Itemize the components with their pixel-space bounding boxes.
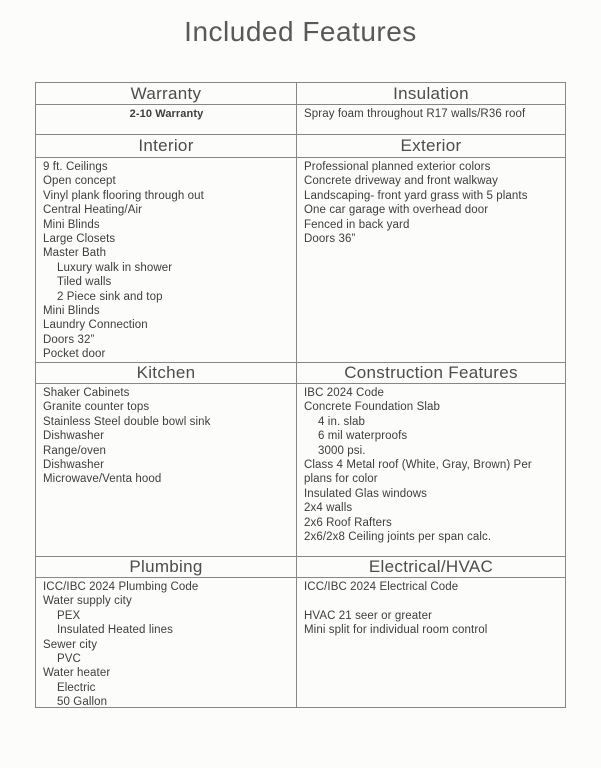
feature-item: Tiled walls (57, 276, 112, 289)
feature-item: Dishwasher (43, 430, 105, 443)
feature-item: Insulated Glas windows (304, 487, 428, 500)
header-row-plumbing-electrical (36, 556, 565, 578)
header-row-warranty-insulation (36, 82, 565, 105)
electrical-hvac-section-content (297, 578, 565, 707)
feature-item: Granite counter tops (43, 401, 150, 414)
feature-item: Water heater (43, 667, 111, 680)
feature-item: Mini split for individual room control (304, 624, 488, 637)
feature-item: 2-10 Warranty (129, 108, 204, 120)
feature-item: Mini Blinds (43, 305, 100, 318)
construction-features-section-header: Construction Features (344, 363, 518, 382)
construction-features-section-content (297, 384, 565, 556)
content-row-kitchen-construction (36, 384, 565, 556)
feature-item: 2 Piece sink and top (57, 290, 163, 303)
feature-item: Open concept (43, 175, 116, 188)
feature-item: Laundry Connection (43, 319, 148, 332)
feature-item: Concrete Foundation Slab (304, 401, 441, 414)
warranty-section-content (36, 105, 297, 134)
feature-item: Pocket door (43, 348, 106, 361)
feature-item: One car garage with overhead door (304, 204, 489, 217)
plumbing-section-content (36, 578, 297, 707)
feature-item: Landscaping- front yard grass with 5 plants (304, 189, 528, 202)
plumbing-section-header: Plumbing (36, 557, 297, 577)
content-row-warranty-insulation (36, 105, 565, 134)
feature-item: Water supply city (43, 595, 132, 608)
feature-item: Vinyl plank flooring through out (43, 189, 204, 202)
feature-item: Electric (57, 681, 96, 694)
feature-item: Stainless Steel double bowl sink (43, 415, 211, 428)
content-row-interior-exterior (36, 158, 565, 362)
feature-item: 3000 psi. (318, 444, 366, 457)
insulation-section-header: Insulation (393, 84, 469, 103)
feature-item: 2x6/2x8 Ceiling joints per span calc. (304, 531, 492, 544)
feature-item: Central Heating/Air (43, 204, 143, 217)
warranty-section-header: Warranty (36, 83, 297, 104)
page-title: Included Features (184, 16, 417, 47)
kitchen-section-header: Kitchen (36, 363, 297, 383)
feature-item: 2x4 walls (304, 502, 353, 515)
insulation-section-content (297, 105, 565, 134)
exterior-section-header: Exterior (400, 136, 462, 155)
feature-item: Microwave/Venta hood (43, 473, 162, 486)
feature-item: IBC 2024 Code (304, 387, 384, 399)
feature-item: Shaker Cabinets (43, 387, 130, 399)
feature-item: PVC (57, 653, 81, 666)
feature-item (304, 594, 559, 608)
feature-item: Class 4 Metal roof (White, Gray, Brown) Per plans for color (304, 459, 532, 486)
interior-section-content (36, 158, 297, 362)
feature-item: Sewer city (43, 638, 98, 651)
feature-item: Master Bath (43, 247, 107, 260)
content-row-plumbing-electrical (36, 578, 565, 707)
electrical-hvac-section-header: Electrical/HVAC (368, 557, 494, 576)
exterior-section-content (297, 158, 565, 362)
feature-item: PEX (57, 609, 81, 622)
feature-item: 6 mil waterproofs (318, 430, 408, 443)
feature-item: Luxury walk in shower (57, 261, 173, 274)
header-row-kitchen-construction (36, 362, 565, 384)
feature-item: ICC/IBC 2024 Plumbing Code (43, 581, 199, 593)
feature-item: Large Closets (43, 233, 116, 246)
feature-item: Fenced in back yard (304, 218, 410, 231)
kitchen-section-content (36, 384, 297, 556)
feature-item: 4 in. slab (318, 415, 366, 428)
feature-item: Dishwasher (43, 459, 105, 472)
header-row-interior-exterior (36, 134, 565, 158)
features-table (35, 82, 566, 708)
feature-item: 9 ft. Ceilings (43, 161, 108, 173)
feature-item: Concrete driveway and front walkway (304, 175, 498, 188)
feature-item: HVAC 21 seer or greater (304, 609, 433, 622)
interior-section-header: Interior (36, 135, 297, 157)
feature-item: Professional planned exterior colors (304, 161, 491, 173)
feature-item: Spray foam throughout R17 walls/R36 roof (304, 108, 526, 120)
feature-item: Doors 36” (304, 233, 356, 246)
feature-item: Insulated Heated lines (57, 624, 173, 637)
feature-item: Doors 32” (43, 333, 95, 346)
feature-item: Mini Blinds (43, 218, 100, 231)
feature-item: Range/oven (43, 444, 107, 457)
document-page (0, 16, 601, 707)
feature-item: 50 Gallon (57, 696, 108, 707)
feature-item: 2x6 Roof Rafters (304, 516, 392, 529)
feature-item: ICC/IBC 2024 Electrical Code (304, 581, 459, 593)
